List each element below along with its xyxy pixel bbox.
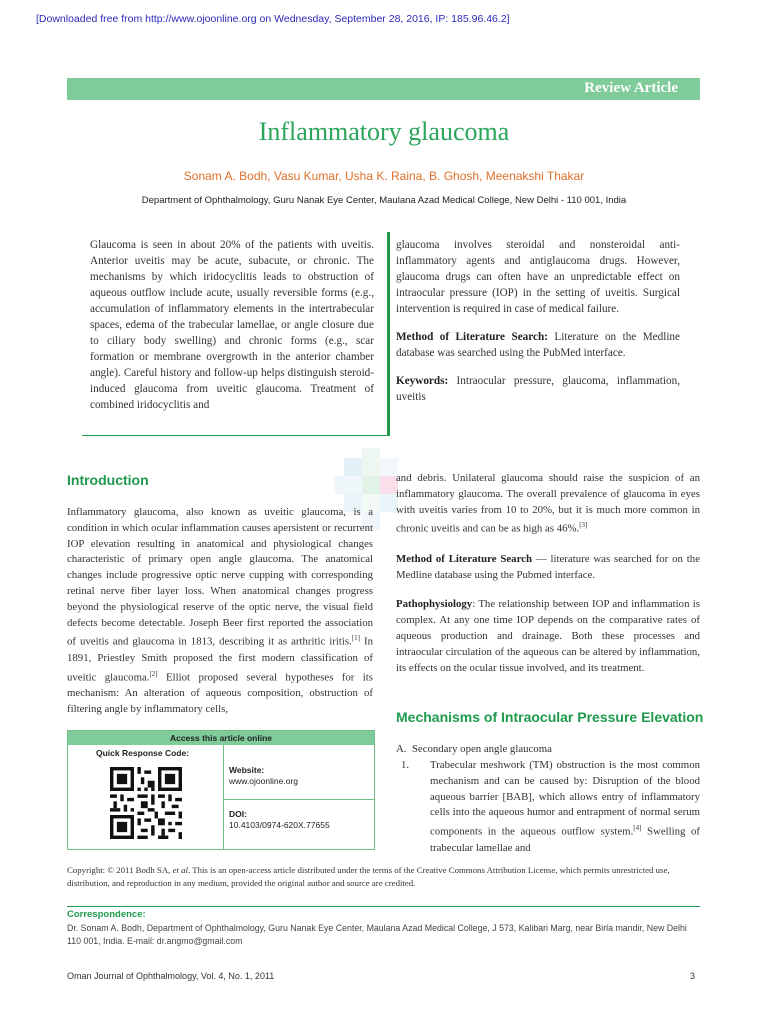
abstract-continuation: glaucoma involves steroidal and nonsteroidal anti-inflammatory agents and antiglaucoma drugs. However, glaucoma drugs can often have an unpredictable effect on intraocular pressure (IOP) in the setting of uveitis. Surgical intervention is required in case of medical failure. xyxy=(396,239,680,315)
citation-link[interactable]: [2] xyxy=(149,669,158,678)
correspondence-body: Dr. Sonam A. Bodh, Department of Ophthalmology, Guru Nanak Eye Center, Maulana Azad Medical College, J 573, Kalibari Marg, near Birla mandir, New Delhi 110 001, India. E-mail: dr.angmo@gmail.com xyxy=(67,923,687,946)
access-article-box xyxy=(67,730,375,850)
correspondence-divider xyxy=(67,906,700,907)
access-box-divider xyxy=(223,745,224,849)
mechanisms-heading: Mechanisms of Intraocular Pressure Elevation xyxy=(396,709,704,725)
keywords-text: Intraocular pressure, glaucoma, inflammation, uveitis xyxy=(396,375,680,403)
item-1-body: Trabecular meshwork (TM) obstruction is the most common mechanism and can be caused by: Disruption of the blood aqueous barrier [BAB], which allows entry of inflammatory cells into the aqueous humor and entrapment of normal serum components in the aqueous outflow system. xyxy=(430,759,700,838)
prevalence-paragraph xyxy=(396,471,700,538)
list-item-a: A. Secondary open angle glaucoma xyxy=(396,743,552,755)
abstract-right-column xyxy=(396,237,680,417)
abstract-method-text: Literature on the Medline database was searched using the PubMed interface. xyxy=(396,331,680,359)
download-note: [Downloaded free from http://www.ojoonline.org on Wednesday, September 28, 2016, IP: 185.96.46.2] xyxy=(36,13,510,25)
citation-link[interactable]: [1] xyxy=(351,634,360,643)
author-list: Sonam A. Bodh, Vasu Kumar, Usha K. Raina, B. Ghosh, Meenakshi Thakar xyxy=(183,169,585,183)
method-paragraph xyxy=(396,552,700,584)
intro-part2: In 1891, Priestley Smith proposed the first modern classification of uveitic glaucoma. xyxy=(67,635,373,684)
doi-link[interactable]: 10.4103/0974-620X.77655 xyxy=(229,820,330,830)
copyright-prefix: Copyright: © 2011 Bodh SA, xyxy=(67,865,173,875)
abstract-keywords xyxy=(396,373,680,405)
page-number: 3 xyxy=(690,971,696,981)
abstract-method xyxy=(396,329,680,361)
list-item-1-text xyxy=(430,758,700,856)
abstract-method-label: Method of Literature Search: xyxy=(396,331,548,343)
right-column xyxy=(396,471,700,690)
citation-link[interactable]: [3] xyxy=(579,521,588,530)
qr-code-label: Quick Response Code: xyxy=(96,748,190,758)
copyright-etal: et al xyxy=(172,865,188,875)
access-box-header: Access this article online xyxy=(68,731,374,745)
doi-label: DOI: xyxy=(229,809,247,819)
method-text: — literature was searched for on the Medline database using the Pubmed interface. xyxy=(396,552,700,581)
review-article-banner xyxy=(67,78,700,100)
list-item-1-number: 1. xyxy=(401,759,410,771)
article-title: Inflammatory glaucoma xyxy=(258,117,510,146)
introduction-body xyxy=(67,505,373,718)
footer-journal: Oman Journal of Ophthalmology, Vol. 4, No. 1, 2011 xyxy=(67,971,275,981)
qr-code-icon[interactable] xyxy=(110,767,182,839)
item-1-tail: Swelling of trabecular lamellae and xyxy=(430,825,700,854)
intro-part3: Elliot proposed several hypotheses for its mechanism: An alteration of aqueous composition, obstruction of filtering angle by inflammatory cells, xyxy=(67,671,373,715)
website-link[interactable]: www.ojoonline.org xyxy=(229,776,298,786)
affiliation: Department of Ophthalmology, Guru Nanak Eye Center, Maulana Azad Medical College, New Delhi - 110 001, India xyxy=(141,195,627,206)
method-label: Method of Literature Search xyxy=(396,552,532,565)
website-label: Website: xyxy=(229,765,265,775)
banner-label: Review Article xyxy=(584,80,678,96)
intro-part1: Inflammatory glaucoma, also known as uveitic glaucoma, is a condition in which ocular inflammation causes apersistent or recurrent IOP elevation resulting in anatomical and physiological changes characteristic of primary open angle glaucoma. The anatomical changes include progressive optic nerve cupping with corresponding retinal nerve fiber layer loss. When anatomical changes progress beyond the physiological reserve of the optic nerve, the visual field defects become detectable. Joseph Beer first reported the association of uveitis and glaucoma in 1813, describing it as arthritic iritis. xyxy=(67,506,373,648)
pathophysiology-label: Pathophysiology xyxy=(396,598,473,611)
pathophysiology-paragraph xyxy=(396,597,700,676)
pathophysiology-text: : The relationship between IOP and inflammation is complex. At any one time IOP depends on the comparative rates of aqueous production and drainage. Both these processes and intraocular circulation of the aqueous can be altered by inflammation, its effects on the ocular tissue involved, and its treatment. xyxy=(396,598,700,674)
access-info-divider xyxy=(223,799,374,800)
introduction-heading: Introduction xyxy=(67,472,149,488)
copyright-notice xyxy=(67,864,700,890)
keywords-label: Keywords: xyxy=(396,375,449,387)
abstract-left-column: Glaucoma is seen in about 20% of the patients with uveitis. Anterior uveitis may be acute, subacute, or chronic. The mechanisms by which iridocyclitis leads to obstruction of aqueous outflow include acute, usually reversible forms (e.g., accumulation of inflammatory elements in the intertrabecular spaces, edema of the trabecular lamellae, or angle closure due to ciliary body swelling) and chronic forms (e.g., scar formation or membrane overgrowth in the anterior chamber angle). Careful history and follow-up helps distinguish steroid-induced glaucoma from uveitic glaucoma. Treatment of combined iridocyclitis and xyxy=(90,239,374,411)
citation-link[interactable]: [4] xyxy=(633,824,642,833)
copyright-suffix: . This is an open-access article distributed under the terms of the Creative Commons Attribution License, which permits unrestricted use, distribution, and reproduction in any medium, provided the original author and source are credited. xyxy=(67,865,670,888)
correspondence-heading: Correspondence: xyxy=(67,909,146,920)
prevalence-text: and debris. Unilateral glaucoma should raise the suspicion of an inflammatory glaucoma. The overall prevalence of glaucoma in eyes with uveitis varies from 10 to 20%, but it is much more common in chronic uveitis and can be as high as 46%. xyxy=(396,472,700,535)
